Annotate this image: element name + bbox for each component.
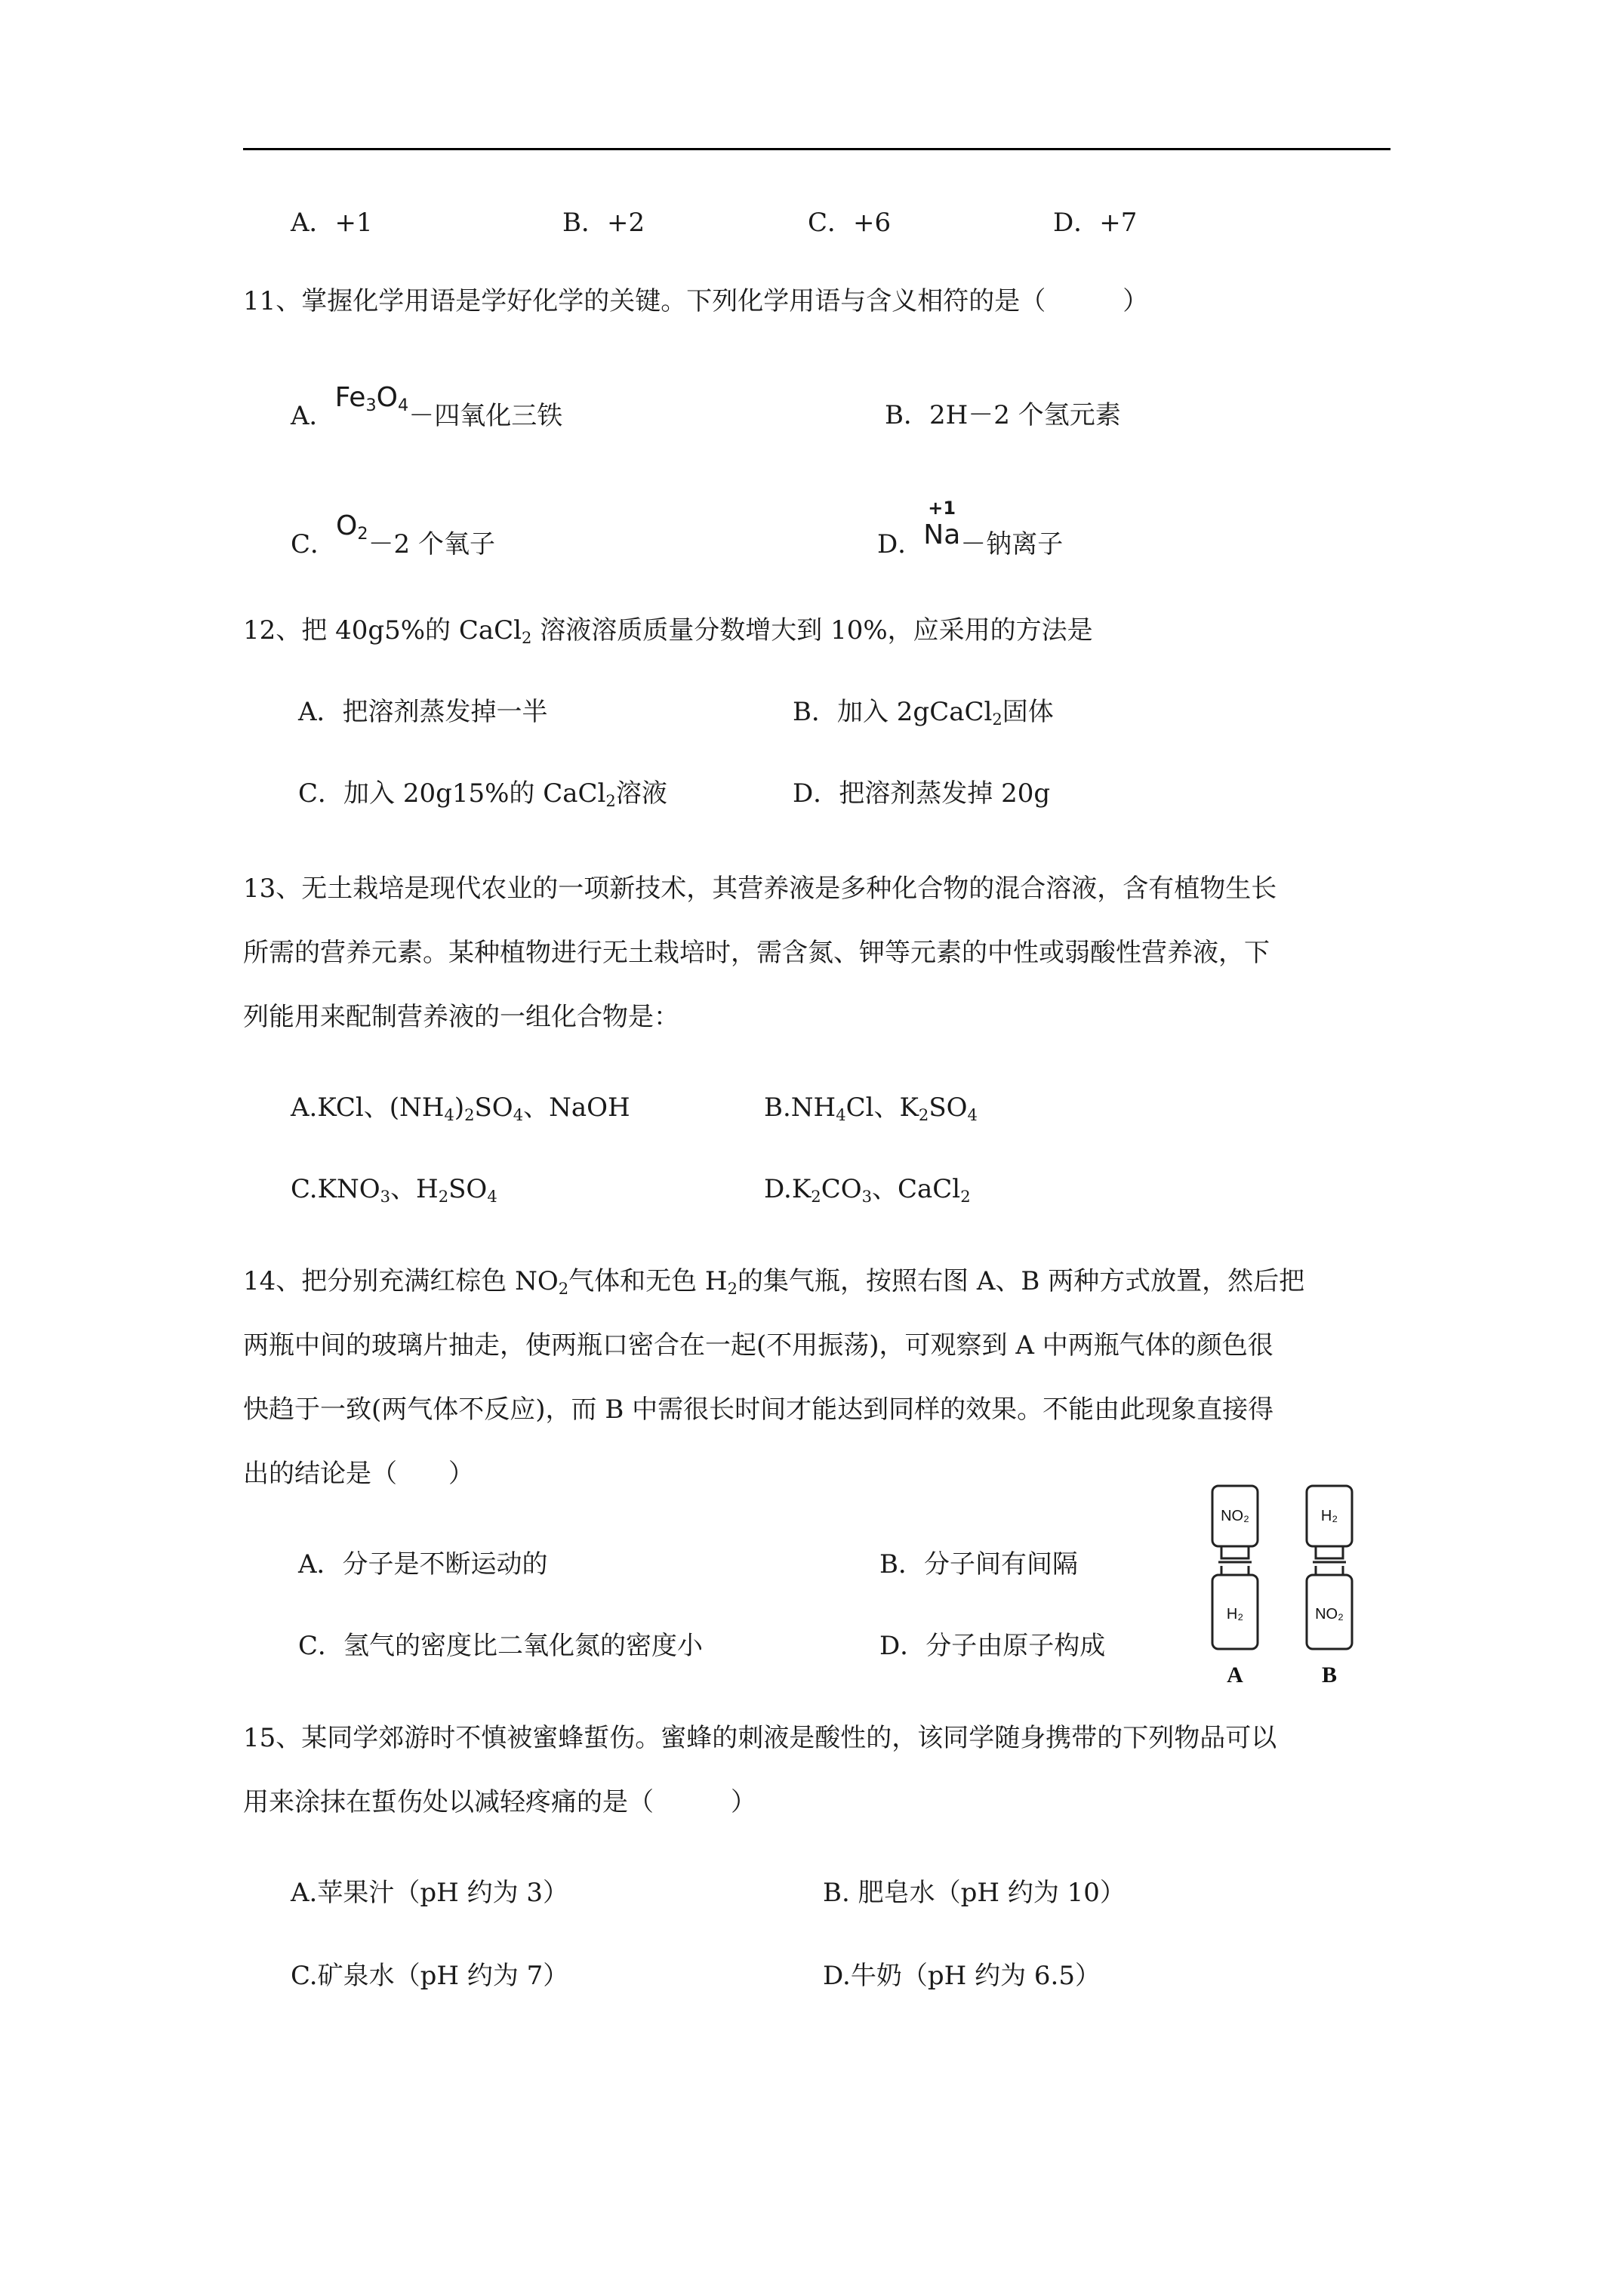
q15-option-a: A.苹果汁（pH 约为 3） (291, 1878, 569, 1908)
q14-option-d: D．分子由原子构成 (879, 1631, 1106, 1661)
gas-bottles-figure (1199, 1480, 1410, 1706)
q14-option-b: B．分子间有间隔 (879, 1549, 1078, 1579)
q10-option-b: B．+2 (562, 208, 645, 238)
q13-line-2: 所需的营养元素。某种植物进行无土栽培时，需含氮、钾等元素的中性或弱酸性营养液，下 (243, 938, 1270, 968)
q11-d-formula: +1 Na (923, 498, 961, 550)
q15-line-2: 用来涂抹在蜇伤处以减轻疼痛的是（ ） (243, 1787, 756, 1817)
q10-option-a: A．+1 (291, 208, 373, 238)
q10-option-d: D．+7 (1053, 208, 1138, 238)
q11-option-a: A．$Fe_3O_4-$四氧化三铁 (291, 382, 563, 431)
q14-line-4: 出的结论是（ ） (243, 1459, 474, 1489)
q12-option-c: C．加入 20g15%的 CaCl$_2$溶液 (298, 778, 667, 810)
q11-c-formula: $O_2$ (336, 510, 368, 544)
q13-option-c: $C.KNO_3$、$H_2SO_4$ (291, 1174, 497, 1206)
q14-line-1: 14、把分别充满红棕色 $NO_2$气体和无色 $H_2$的集气瓶，按照右图 A、B 两种方式放置，然后把 (243, 1266, 1305, 1298)
q15-option-c: C.矿泉水（pH 约为 7） (291, 1961, 569, 1991)
q13-option-d: $D.K_2CO_3$、CaCl$_2$ (764, 1174, 971, 1206)
bottle-b-top-label: H₂ (1320, 1508, 1338, 1524)
q15-option-b: B. 肥皂水（pH 约为 10） (823, 1878, 1126, 1908)
q11-option-c: C．$O_2-2$ 个氧子 (291, 510, 496, 559)
q13-option-b: $B.NH_4Cl$、$K_2SO_4$ (764, 1093, 978, 1124)
q12-stem: 12、把 40g5%的 CaCl$_2$ 溶液溶质质量分数增大到 10%，应采用的方法是 (243, 615, 1093, 647)
q10-option-c: C．+6 (808, 208, 892, 238)
q14-line-3: 快趋于一致(两气体不反应)，而 B 中需很长时间才能达到同样的效果。不能由此现象直接得 (243, 1395, 1274, 1425)
q11-stem: 11、掌握化学用语是学好化学的关键。下列化学用语与含义相符的是（ ） (243, 286, 1149, 316)
q15-option-d: D.牛奶（pH 约为 6.5） (823, 1961, 1101, 1991)
q13-line-3: 列能用来配制营养液的一组化合物是： (243, 1002, 679, 1032)
q14-option-c: C．氢气的密度比二氧化氮的密度小 (298, 1631, 704, 1661)
setup-label-a: A (1227, 1663, 1243, 1687)
bottle-b-bottom-neck (1316, 1566, 1343, 1575)
q11-option-b: B．2H－2 个氢元素 (885, 400, 1121, 430)
q13-option-a: A.KCl、$(NH_4)_2SO_4$、NaOH (291, 1093, 630, 1124)
q11-option-d: D． +1 Na－钠离子 (877, 498, 1064, 559)
bottle-a-bottom-label: H₂ (1226, 1606, 1244, 1623)
bottle-a-bottom-neck (1221, 1566, 1249, 1575)
bottle-a-top-label: NO₂ (1221, 1508, 1249, 1524)
bottle-b-bottom-label: NO₂ (1315, 1606, 1344, 1623)
bottle-a-top-neck (1221, 1546, 1249, 1558)
header-rule (243, 148, 1390, 150)
q14-line-2: 两瓶中间的玻璃片抽走，使两瓶口密合在一起(不用振荡)，可观察到 A 中两瓶气体的颜色很 (243, 1330, 1273, 1361)
q15-line-1: 15、某同学郊游时不慎被蜜蜂蜇伤。蜜蜂的刺液是酸性的，该同学随身携带的下列物品可以 (243, 1723, 1277, 1753)
q14-option-a: A．分子是不断运动的 (298, 1549, 548, 1579)
q12-option-b: B．加入 2gCaCl$_2$固体 (793, 697, 1054, 729)
setup-label-b: B (1321, 1663, 1338, 1687)
q12-option-a: A．把溶剂蒸发掉一半 (298, 697, 548, 727)
q12-option-d: D．把溶剂蒸发掉 20g (793, 778, 1051, 809)
q13-line-1: 13、无土栽培是现代农业的一项新技术，其营养液是多种化合物的混合溶液，含有植物生长 (243, 874, 1277, 904)
q11-a-formula: $Fe_3O_4$ (334, 382, 409, 416)
bottle-b-top-neck (1316, 1546, 1343, 1558)
